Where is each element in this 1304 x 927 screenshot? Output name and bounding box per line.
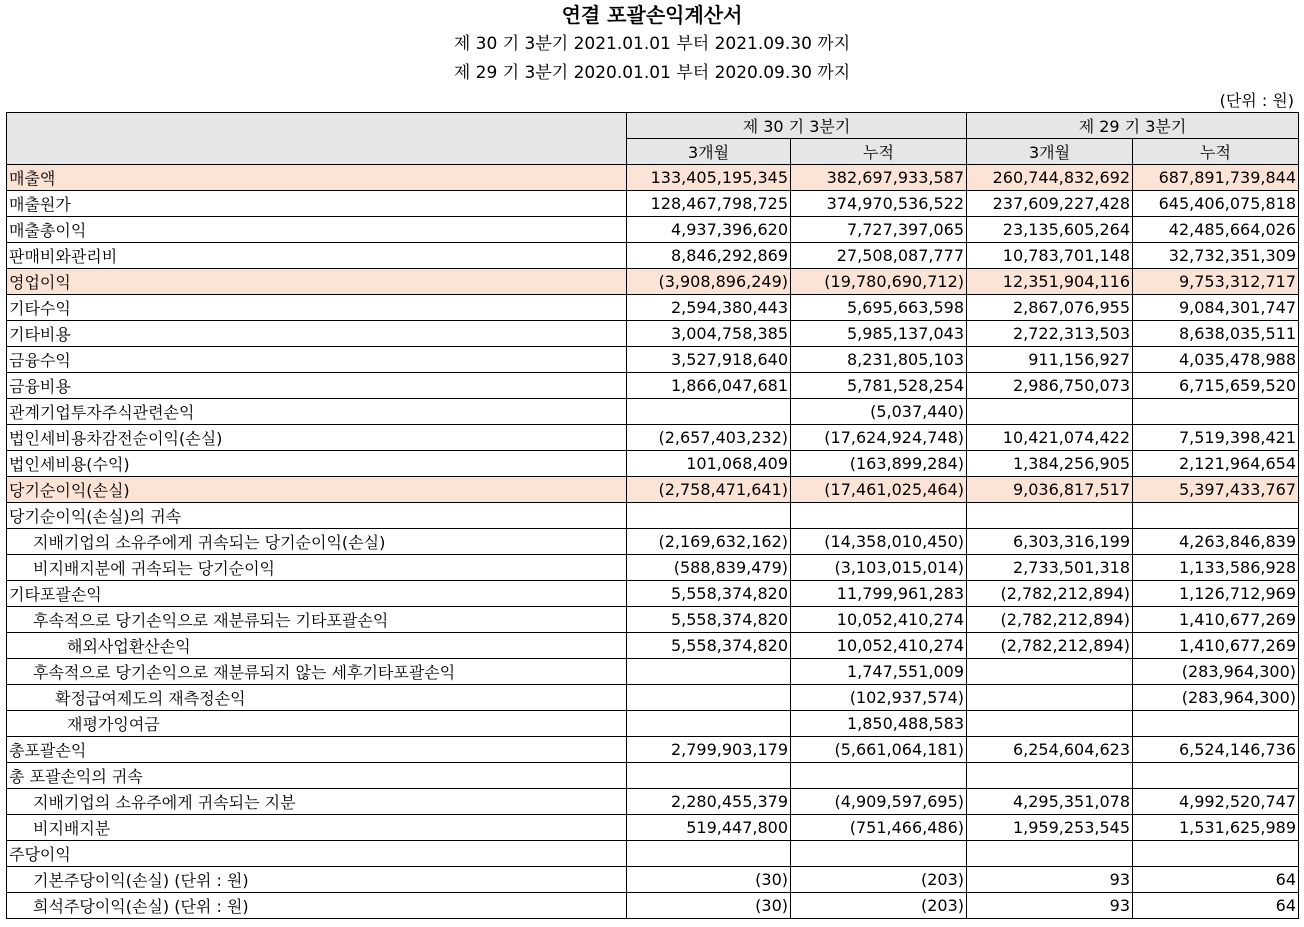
- table-row: [7, 191, 1299, 217]
- row-value: 64: [1133, 867, 1299, 893]
- row-value: 911,156,927: [967, 347, 1133, 373]
- row-value: 11,799,961,283: [791, 581, 967, 607]
- row-label: 확정급여제도의 재측정손익: [7, 685, 627, 711]
- row-value: 2,594,380,443: [627, 295, 791, 321]
- row-label: 후속적으로 당기손익으로 재분류되지 않는 세후기타포괄손익: [7, 659, 627, 685]
- row-label: 기타수익: [7, 295, 627, 321]
- table-row: [7, 373, 1299, 399]
- row-value: (203): [791, 893, 967, 919]
- header-prior-cum: 누적: [1133, 139, 1299, 165]
- table-row: [7, 737, 1299, 763]
- row-value: (163,899,284): [791, 451, 967, 477]
- table-row: [7, 217, 1299, 243]
- row-value: [627, 685, 791, 711]
- row-value: 10,052,410,274: [791, 633, 967, 659]
- row-value: 133,405,195,345: [627, 165, 791, 191]
- row-value: 9,753,312,717: [1133, 269, 1299, 295]
- row-label: 매출액: [7, 165, 627, 191]
- table-row: [7, 893, 1299, 919]
- header-row-groups: [7, 113, 1299, 139]
- table-row: [7, 789, 1299, 815]
- row-label: 비지배지분: [7, 815, 627, 841]
- header-current-cum: 누적: [791, 139, 967, 165]
- row-value: 12,351,904,116: [967, 269, 1133, 295]
- row-value: 9,084,301,747: [1133, 295, 1299, 321]
- row-value: 519,447,800: [627, 815, 791, 841]
- row-value: 10,783,701,148: [967, 243, 1133, 269]
- header-current-3m: 3개월: [627, 139, 791, 165]
- row-value: [967, 399, 1133, 425]
- row-value: 382,697,933,587: [791, 165, 967, 191]
- row-value: 3,004,758,385: [627, 321, 791, 347]
- table-row: [7, 607, 1299, 633]
- table-row: [7, 269, 1299, 295]
- row-value: (3,103,015,014): [791, 555, 967, 581]
- row-value: [967, 711, 1133, 737]
- row-label: 판매비와관리비: [7, 243, 627, 269]
- row-label: 기타비용: [7, 321, 627, 347]
- header-group-prior: 제 29 기 3분기: [967, 113, 1299, 139]
- row-value: 1,133,586,928: [1133, 555, 1299, 581]
- table-row: [7, 867, 1299, 893]
- row-label: 기타포괄손익: [7, 581, 627, 607]
- row-label: 금융비용: [7, 373, 627, 399]
- row-value: 237,609,227,428: [967, 191, 1133, 217]
- table-row: [7, 815, 1299, 841]
- table-row: [7, 763, 1299, 789]
- row-value: 374,970,536,522: [791, 191, 967, 217]
- row-value: 687,891,739,844: [1133, 165, 1299, 191]
- row-value: 2,986,750,073: [967, 373, 1133, 399]
- row-value: 1,747,551,009: [791, 659, 967, 685]
- header-prior-3m: 3개월: [967, 139, 1133, 165]
- row-value: 2,280,455,379: [627, 789, 791, 815]
- row-value: 128,467,798,725: [627, 191, 791, 217]
- row-value: [967, 841, 1133, 867]
- row-value: [1133, 841, 1299, 867]
- row-label: 주당이익: [7, 841, 627, 867]
- row-value: 5,781,528,254: [791, 373, 967, 399]
- row-label: 영업이익: [7, 269, 627, 295]
- row-value: (203): [791, 867, 967, 893]
- table-row: [7, 347, 1299, 373]
- row-value: (102,937,574): [791, 685, 967, 711]
- row-value: [627, 763, 791, 789]
- row-value: (17,624,924,748): [791, 425, 967, 451]
- row-value: (30): [627, 867, 791, 893]
- row-value: 1,126,712,969: [1133, 581, 1299, 607]
- row-value: 6,524,146,736: [1133, 737, 1299, 763]
- table-row: [7, 503, 1299, 529]
- row-value: [967, 503, 1133, 529]
- row-value: 8,231,805,103: [791, 347, 967, 373]
- statement-title: 연결 포괄손익계산서: [561, 3, 743, 27]
- row-value: (2,758,471,641): [627, 477, 791, 503]
- row-value: [627, 841, 791, 867]
- table-row: [7, 321, 1299, 347]
- row-value: 1,850,488,583: [791, 711, 967, 737]
- row-value: 93: [967, 893, 1133, 919]
- table-row: [7, 399, 1299, 425]
- row-value: 1,959,253,545: [967, 815, 1133, 841]
- row-value: (19,780,690,712): [791, 269, 967, 295]
- row-label: 지배기업의 소유주에게 귀속되는 지분: [7, 789, 627, 815]
- row-label: 총 포괄손익의 귀속: [7, 763, 627, 789]
- row-value: 6,715,659,520: [1133, 373, 1299, 399]
- row-value: (5,661,064,181): [791, 737, 967, 763]
- row-value: [627, 711, 791, 737]
- row-label: 비지배지분에 귀속되는 당기순이익: [7, 555, 627, 581]
- row-label: 희석주당이익(손실) (단위 : 원): [7, 893, 627, 919]
- row-value: 8,638,035,511: [1133, 321, 1299, 347]
- table-row: [7, 295, 1299, 321]
- row-value: 5,558,374,820: [627, 607, 791, 633]
- row-label: 매출원가: [7, 191, 627, 217]
- row-value: (751,466,486): [791, 815, 967, 841]
- row-value: 10,052,410,274: [791, 607, 967, 633]
- row-label: 재평가잉여금: [7, 711, 627, 737]
- statement-body: [7, 165, 1299, 919]
- unit-label: (단위 : 원): [1219, 91, 1294, 110]
- period-prior: 제 29 기 3분기 2020.01.01 부터 2020.09.30 까지: [453, 63, 851, 83]
- table-row: [7, 529, 1299, 555]
- row-value: 1,531,625,989: [1133, 815, 1299, 841]
- row-value: 4,035,478,988: [1133, 347, 1299, 373]
- row-label: 기본주당이익(손실) (단위 : 원): [7, 867, 627, 893]
- row-value: 10,421,074,422: [967, 425, 1133, 451]
- row-value: 9,036,817,517: [967, 477, 1133, 503]
- row-value: 2,121,964,654: [1133, 451, 1299, 477]
- row-value: [1133, 711, 1299, 737]
- header-group-current: 제 30 기 3분기: [627, 113, 967, 139]
- row-label: 관계기업투자주식관련손익: [7, 399, 627, 425]
- row-label: 매출총이익: [7, 217, 627, 243]
- row-value: 645,406,075,818: [1133, 191, 1299, 217]
- row-value: 1,384,256,905: [967, 451, 1133, 477]
- row-value: [791, 841, 967, 867]
- row-value: [967, 685, 1133, 711]
- row-value: 5,397,433,767: [1133, 477, 1299, 503]
- table-row: [7, 633, 1299, 659]
- row-value: 32,732,351,309: [1133, 243, 1299, 269]
- row-value: (2,169,632,162): [627, 529, 791, 555]
- income-statement-table: [6, 112, 1299, 919]
- row-label: 해외사업환산손익: [7, 633, 627, 659]
- row-value: 260,744,832,692: [967, 165, 1133, 191]
- row-value: 6,303,316,199: [967, 529, 1133, 555]
- table-row: [7, 555, 1299, 581]
- row-value: (588,839,479): [627, 555, 791, 581]
- row-label: 법인세비용차감전순이익(손실): [7, 425, 627, 451]
- row-value: 27,508,087,777: [791, 243, 967, 269]
- table-row: [7, 659, 1299, 685]
- row-value: [1133, 503, 1299, 529]
- row-value: 5,985,137,043: [791, 321, 967, 347]
- table-row: [7, 477, 1299, 503]
- row-value: 4,937,396,620: [627, 217, 791, 243]
- row-value: 1,410,677,269: [1133, 607, 1299, 633]
- row-value: (14,358,010,450): [791, 529, 967, 555]
- statement-header: [0, 0, 1304, 88]
- row-value: [967, 659, 1133, 685]
- row-value: (2,782,212,894): [967, 607, 1133, 633]
- row-value: 5,695,663,598: [791, 295, 967, 321]
- row-value: 7,727,397,065: [791, 217, 967, 243]
- row-value: 1,866,047,681: [627, 373, 791, 399]
- table-row: [7, 165, 1299, 191]
- row-value: (2,657,403,232): [627, 425, 791, 451]
- row-value: 23,135,605,264: [967, 217, 1133, 243]
- row-value: 2,867,076,955: [967, 295, 1133, 321]
- row-value: [627, 399, 791, 425]
- table-row: [7, 711, 1299, 737]
- row-value: 1,410,677,269: [1133, 633, 1299, 659]
- table-row: [7, 685, 1299, 711]
- row-label: 법인세비용(수익): [7, 451, 627, 477]
- row-value: 42,485,664,026: [1133, 217, 1299, 243]
- row-value: 2,722,313,503: [967, 321, 1133, 347]
- row-value: [791, 763, 967, 789]
- row-value: (17,461,025,464): [791, 477, 967, 503]
- row-value: (2,782,212,894): [967, 633, 1133, 659]
- row-value: 3,527,918,640: [627, 347, 791, 373]
- row-value: 4,263,846,839: [1133, 529, 1299, 555]
- row-value: (3,908,896,249): [627, 269, 791, 295]
- row-value: [627, 659, 791, 685]
- row-value: 6,254,604,623: [967, 737, 1133, 763]
- row-label: 지배기업의 소유주에게 귀속되는 당기순이익(손실): [7, 529, 627, 555]
- table-row: [7, 451, 1299, 477]
- row-value: 8,846,292,869: [627, 243, 791, 269]
- table-row: [7, 581, 1299, 607]
- row-value: (2,782,212,894): [967, 581, 1133, 607]
- row-value: [627, 503, 791, 529]
- row-value: (283,964,300): [1133, 659, 1299, 685]
- row-value: 7,519,398,421: [1133, 425, 1299, 451]
- row-value: 93: [967, 867, 1133, 893]
- row-value: (283,964,300): [1133, 685, 1299, 711]
- row-label: 당기순이익(손실): [7, 477, 627, 503]
- row-value: (4,909,597,695): [791, 789, 967, 815]
- row-label: 당기순이익(손실)의 귀속: [7, 503, 627, 529]
- table-row: [7, 841, 1299, 867]
- row-value: 5,558,374,820: [627, 633, 791, 659]
- row-value: [967, 763, 1133, 789]
- period-current: 제 30 기 3분기 2021.01.01 부터 2021.09.30 까지: [453, 34, 851, 54]
- row-label: 후속적으로 당기손익으로 재분류되는 기타포괄손익: [7, 607, 627, 633]
- row-label: 총포괄손익: [7, 737, 627, 763]
- table-row: [7, 425, 1299, 451]
- row-value: [1133, 763, 1299, 789]
- row-value: [1133, 399, 1299, 425]
- row-value: (30): [627, 893, 791, 919]
- row-value: (5,037,440): [791, 399, 967, 425]
- row-value: 2,799,903,179: [627, 737, 791, 763]
- row-value: 2,733,501,318: [967, 555, 1133, 581]
- row-label: 금융수익: [7, 347, 627, 373]
- row-value: 64: [1133, 893, 1299, 919]
- row-value: [791, 503, 967, 529]
- row-value: 5,558,374,820: [627, 581, 791, 607]
- row-value: 101,068,409: [627, 451, 791, 477]
- row-value: 4,295,351,078: [967, 789, 1133, 815]
- row-value: 4,992,520,747: [1133, 789, 1299, 815]
- header-account: [7, 113, 627, 165]
- table-row: [7, 243, 1299, 269]
